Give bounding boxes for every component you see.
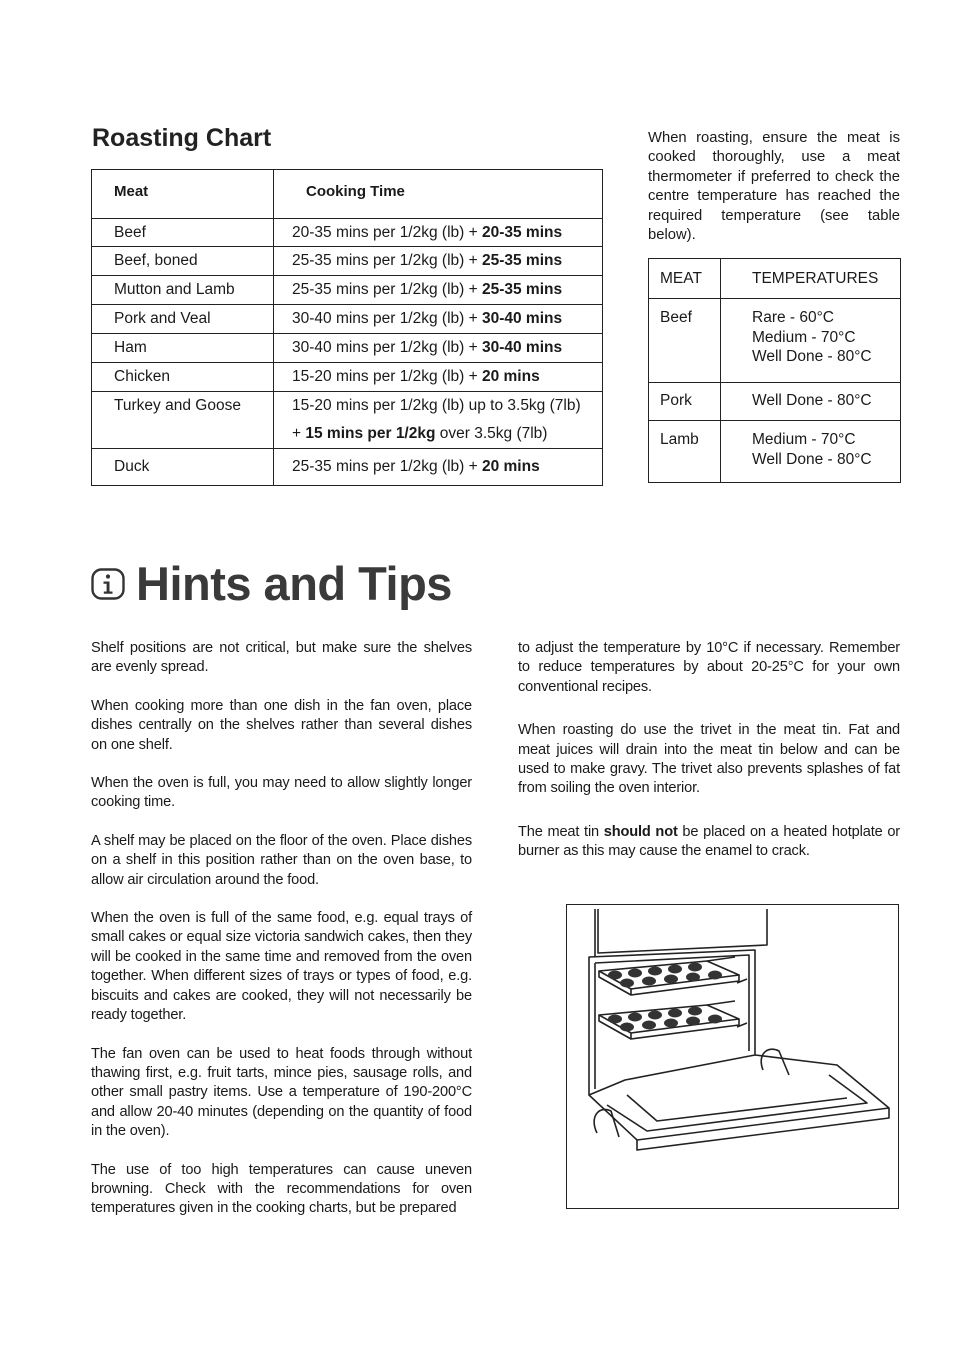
time-cell: 25-35 mins per 1/2kg (lb) + 20 mins [274, 449, 603, 486]
meat-column-header: Meat [92, 170, 274, 219]
meat-cell: Lamb [649, 421, 721, 483]
table-row [92, 334, 603, 363]
meat-cell: Beef, boned [92, 247, 274, 276]
hint-paragraph: to adjust the temperature by 10°C if necessary. Remember to reduce temperatures by about 20-25°C for your own conventional recipes. [518, 640, 900, 695]
hint-paragraph: Shelf positions are not critical, but make sure the shelves are evenly spread. [91, 640, 472, 676]
temperature-table [648, 258, 901, 483]
cooking-time-column-header: Cooking Time [274, 170, 603, 219]
table-row [92, 276, 603, 305]
info-icon [91, 568, 125, 600]
oven-with-door-open-icon [567, 905, 897, 1207]
hint-paragraph: When the oven is full of the same food, e.g. equal trays of small cakes or equal size victoria sandwich cakes, then they will be cooked in the same time and removed from the oven together. When different sizes of trays or types of food, e.g. biscuits and cakes are cooked, they will not necessarily be ready together. [91, 910, 472, 1024]
table-header-row [649, 259, 901, 299]
table-row [649, 299, 901, 383]
table-row [92, 363, 603, 392]
meat-cell: Beef [92, 219, 274, 247]
time-cell: 20-35 mins per 1/2kg (lb) + 20-35 mins [274, 219, 603, 247]
roasting-chart-table [91, 169, 603, 486]
oven-illustration [566, 904, 899, 1209]
table-row [92, 392, 603, 449]
hint-paragraph: A shelf may be placed on the floor of the oven. Place dishes on a shelf in this position rather than on the oven base, to allow air circulation around the food. [91, 832, 472, 888]
table-row [92, 449, 603, 486]
hint-paragraph: The fan oven can be used to heat foods through without thawing first, e.g. fruit tarts, mince pies, sausage rolls, and other small pastry items. Use a temperature of 190-200°C and allow 20-40 minutes (depending on the quantity of food in the oven). [91, 1045, 472, 1140]
meat-cell: Beef [649, 299, 721, 383]
meat-cell: Ham [92, 334, 274, 363]
hints-and-tips-heading: Hints and Tips [136, 557, 452, 610]
hint-paragraph: The meat tin should not be placed on a heated hotplate or burner as this may cause the enamel to crack. [518, 823, 900, 860]
time-cell: 25-35 mins per 1/2kg (lb) + 25-35 mins [274, 276, 603, 305]
meat-cell: Pork [649, 383, 721, 421]
time-cell: 25-35 mins per 1/2kg (lb) + 25-35 mins [274, 247, 603, 276]
temperatures-column-header: TEMPERATURES [721, 259, 901, 299]
hints-left-column [91, 639, 472, 1238]
meat-cell: Duck [92, 449, 274, 486]
table-header-row [92, 170, 603, 219]
hint-paragraph: The use of too high temperatures can cause uneven browning. Check with the recommendations for oven temperatures given in the cooking charts, but be prepared [91, 1161, 472, 1217]
time-cell: 30-40 mins per 1/2kg (lb) + 30-40 mins [274, 305, 603, 334]
temperature-cell: Rare - 60°C Medium - 70°C Well Done - 80°C [721, 299, 901, 383]
time-cell: 30-40 mins per 1/2kg (lb) + 30-40 mins [274, 334, 603, 363]
table-row [92, 219, 603, 247]
hint-paragraph: When roasting do use the trivet in the meat tin. Fat and meat juices will drain into the meat tin below and can be used to make gravy. The trivet also prevents splashes of fat from soiling the oven interior. [518, 722, 900, 797]
meat-cell: Mutton and Lamb [92, 276, 274, 305]
meat-cell: Turkey and Goose [92, 392, 274, 449]
time-cell: 15-20 mins per 1/2kg (lb) up to 3.5kg (7lb) + 15 mins per 1/2kg over 3.5kg (7lb) [274, 392, 603, 449]
table-row [649, 421, 901, 483]
table-row [649, 383, 901, 421]
table-row [92, 247, 603, 276]
hint-paragraph: When the oven is full, you may need to allow slightly longer cooking time. [91, 775, 472, 811]
temperature-cell: Medium - 70°C Well Done - 80°C [721, 421, 901, 483]
roasting-chart-title: Roasting Chart [92, 124, 272, 152]
table-row [92, 305, 603, 334]
meat-cell: Chicken [92, 363, 274, 392]
meat-cell: Pork and Veal [92, 305, 274, 334]
temperature-intro-text: When roasting, ensure the meat is cooked thoroughly, use a meat thermometer if preferred to check the centre temperature has reached the required temperature (see table below). [648, 130, 900, 244]
time-cell: 15-20 mins per 1/2kg (lb) + 20 mins [274, 363, 603, 392]
hints-right-column [518, 639, 900, 886]
temperature-cell: Well Done - 80°C [721, 383, 901, 421]
meat-column-header: MEAT [649, 259, 721, 299]
hint-paragraph: When cooking more than one dish in the fan oven, place dishes centrally on the shelves rather than several dishes on one shelf. [91, 697, 472, 753]
